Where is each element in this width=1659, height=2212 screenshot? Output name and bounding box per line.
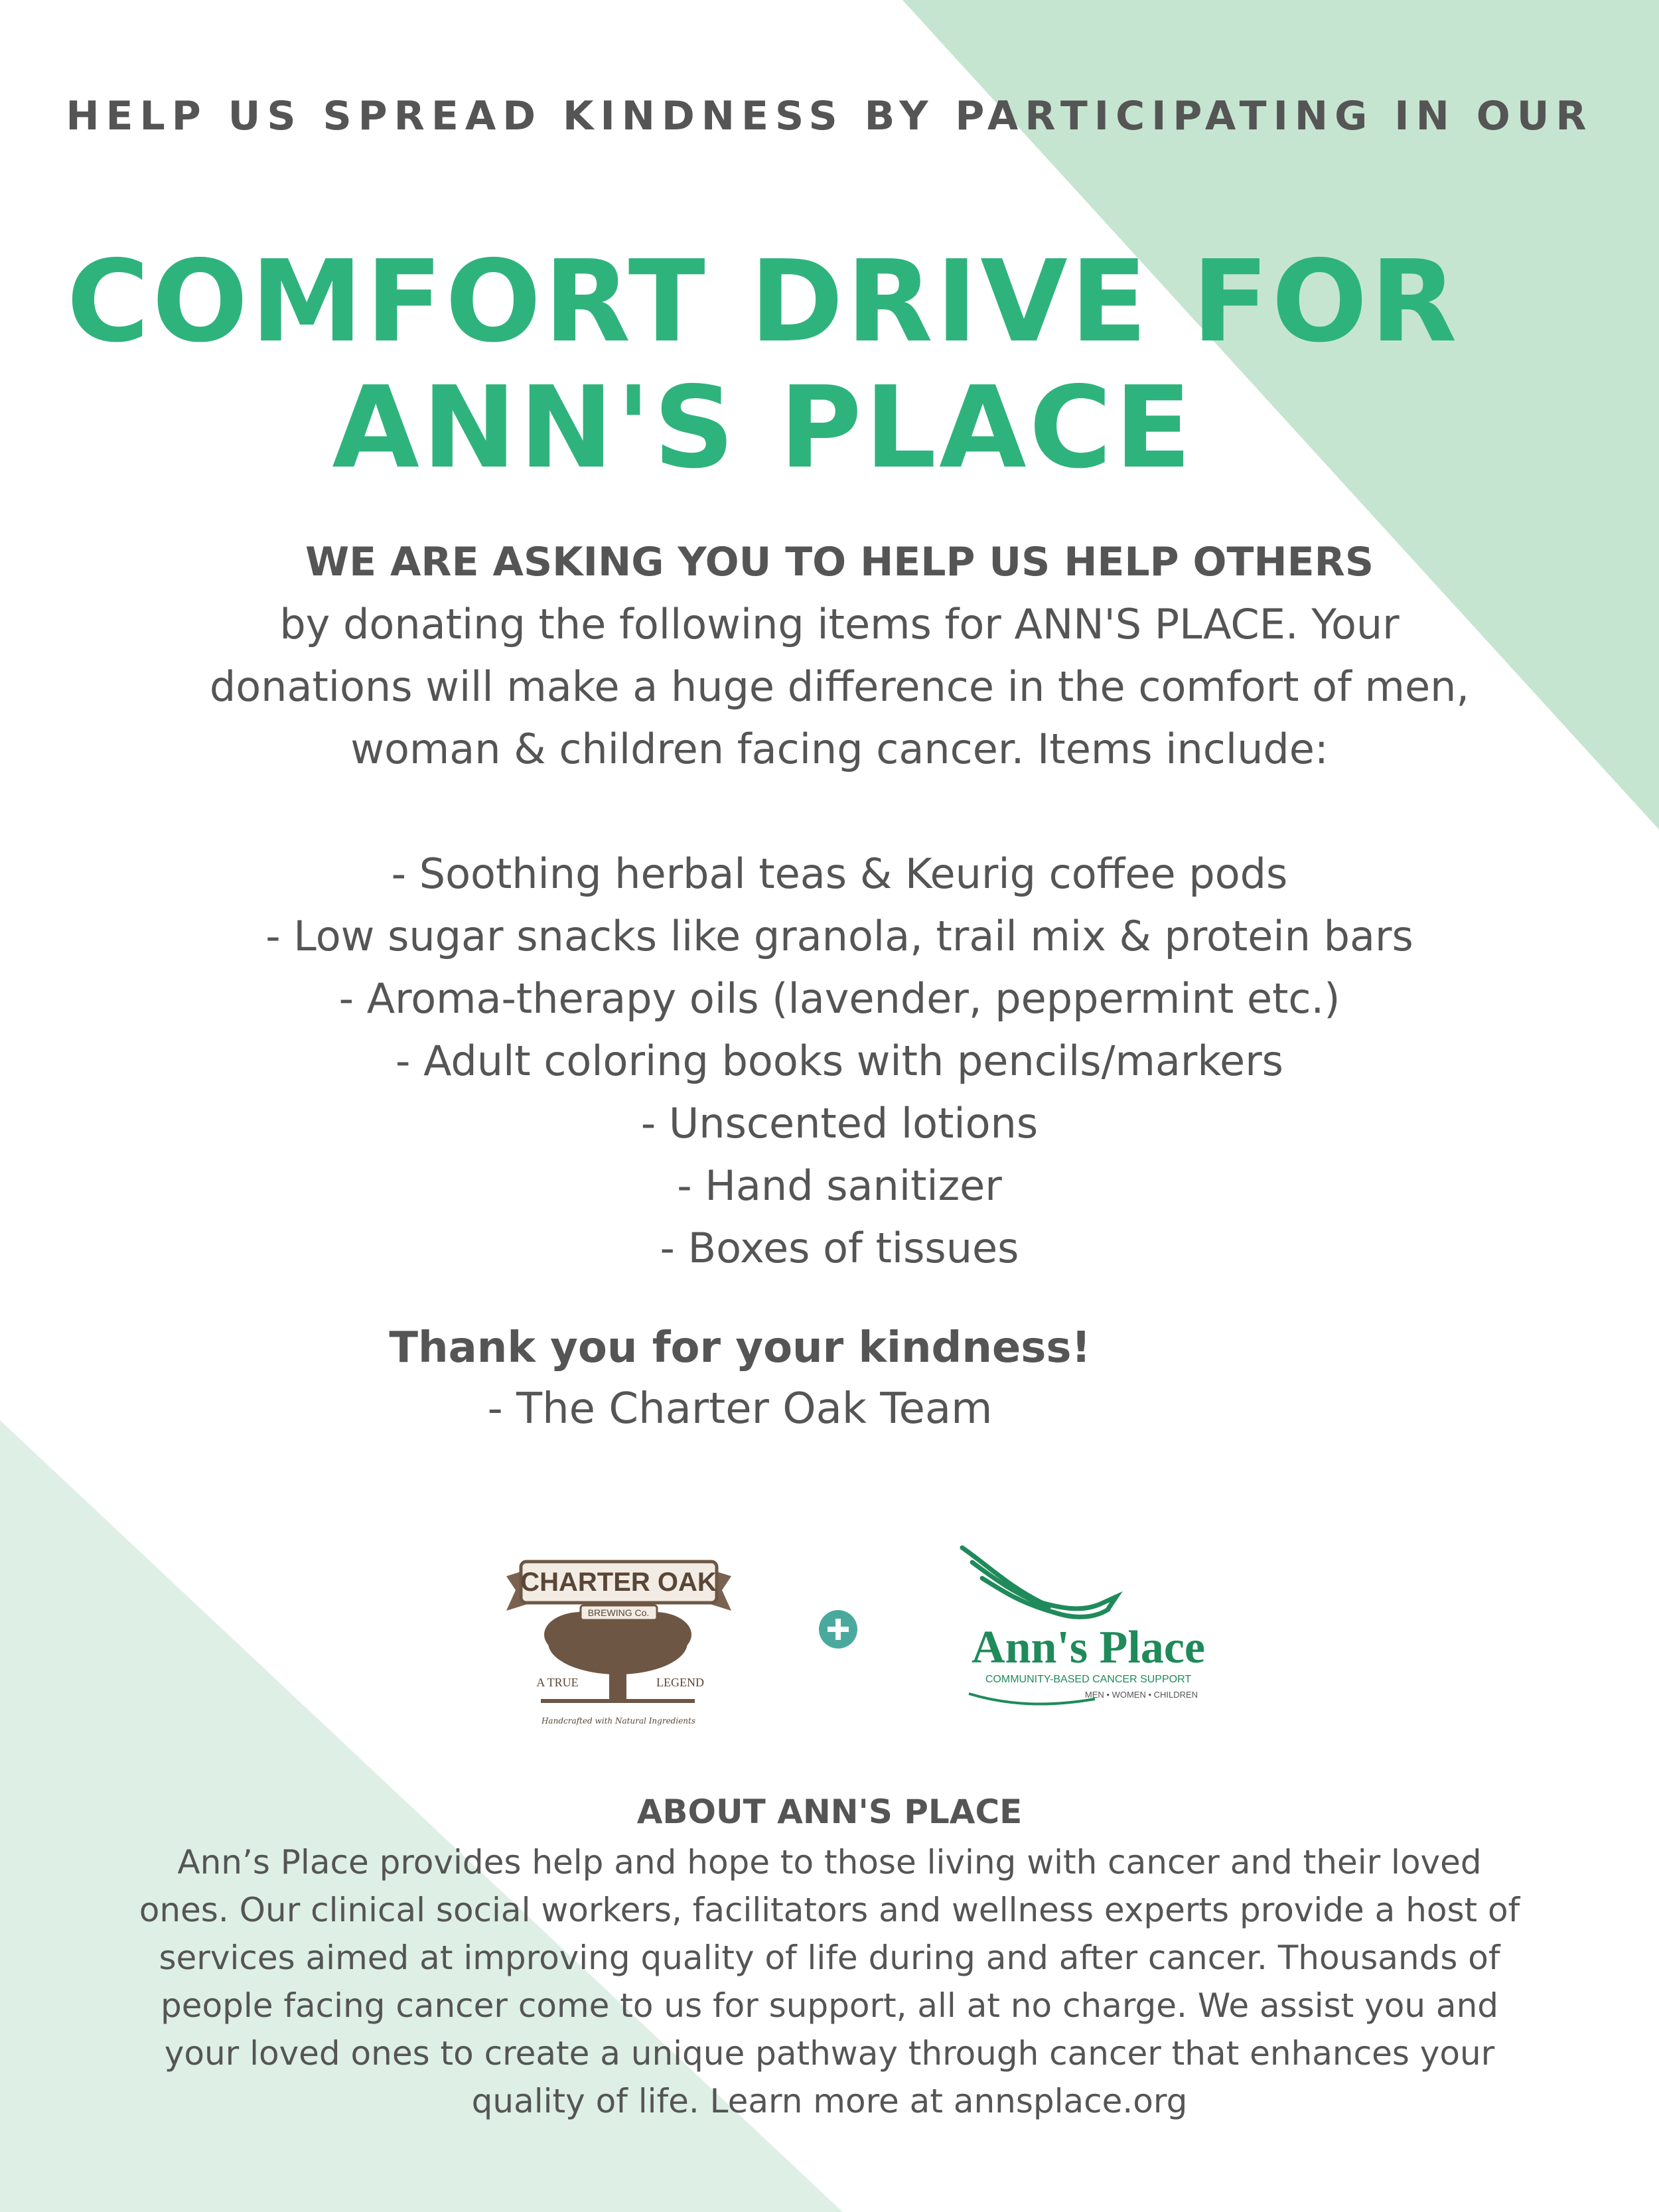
- list-item: - Adult coloring books with pencils/markers: [396, 1037, 1283, 1085]
- charter-oak-name: CHARTER OAK: [520, 1568, 717, 1597]
- about-section: [53, 1785, 1606, 2125]
- dove-icon: [962, 1548, 1116, 1617]
- eyebrow-text: HELP US SPREAD KINDNESS BY PARTICIPATING IN OUR: [66, 93, 1593, 139]
- intro-paragraph: [66, 531, 1613, 780]
- charter-oak-tagline-left: A TRUE: [536, 1676, 579, 1689]
- headline-line-1: COMFORT DRIVE FOR: [66, 236, 1460, 368]
- plus-circle-icon: [818, 1609, 858, 1649]
- anns-place-logo: [942, 1540, 1241, 1719]
- anns-place-name: Ann's Place: [972, 1622, 1205, 1673]
- about-heading: ABOUT ANN'S PLACE: [636, 1793, 1023, 1831]
- thank-you-line: Thank you for your kindness!: [389, 1323, 1091, 1372]
- about-line: ones. Our clinical social workers, facilitators and wellness experts provide a host of: [139, 1891, 1520, 1929]
- charter-oak-script: Handcrafted with Natural Ingredients: [541, 1716, 696, 1726]
- list-item: - Hand sanitizer: [677, 1161, 1002, 1210]
- intro-line: by donating the following items for ANN'S PLACE. Your: [279, 600, 1400, 648]
- list-item: - Unscented lotions: [640, 1099, 1039, 1147]
- intro-lines: [66, 593, 1613, 780]
- donation-items-list: [66, 843, 1613, 1280]
- intro-line: woman & children facing cancer. Items include:: [350, 725, 1329, 773]
- anns-place-sub-2: MEN • WOMEN • CHILDREN: [1084, 1690, 1198, 1700]
- about-body: [53, 1838, 1606, 2125]
- headline-line-2: ANN'S PLACE: [332, 362, 1194, 494]
- about-line: Ann’s Place provides help and hope to those living with cancer and their loved: [177, 1843, 1482, 1881]
- thank-you-block: [0, 1317, 1659, 1439]
- about-line: your loved ones to create a unique pathway through cancer that enhances your: [164, 2034, 1495, 2073]
- charter-oak-logo: [501, 1550, 737, 1735]
- list-item: - Soothing herbal teas & Keurig coffee pods: [391, 849, 1288, 898]
- signature-line: - The Charter Oak Team: [487, 1384, 993, 1434]
- about-line: quality of life. Learn more at annsplace.org: [471, 2082, 1188, 2120]
- anns-place-sub-1: COMMUNITY-BASED CANCER SUPPORT: [985, 1674, 1192, 1685]
- about-line: people facing cancer come to us for support, all at no charge. We assist you and: [161, 1986, 1498, 2025]
- list-item: - Aroma-therapy oils (lavender, peppermint etc.): [338, 974, 1340, 1023]
- intro-ask: WE ARE ASKING YOU TO HELP US HELP OTHERS: [305, 539, 1374, 585]
- intro-line: donations will make a huge difference in the comfort of men,: [209, 662, 1470, 711]
- list-item: - Low sugar snacks like granola, trail mix & protein bars: [265, 912, 1413, 960]
- about-line: services aimed at improving quality of life during and after cancer. Thousands of: [159, 1939, 1500, 1977]
- list-item: - Boxes of tissues: [660, 1224, 1019, 1272]
- headline: [0, 236, 1526, 494]
- charter-oak-sub: BREWING Co.: [587, 1607, 650, 1618]
- charter-oak-tagline-right: LEGEND: [656, 1676, 704, 1689]
